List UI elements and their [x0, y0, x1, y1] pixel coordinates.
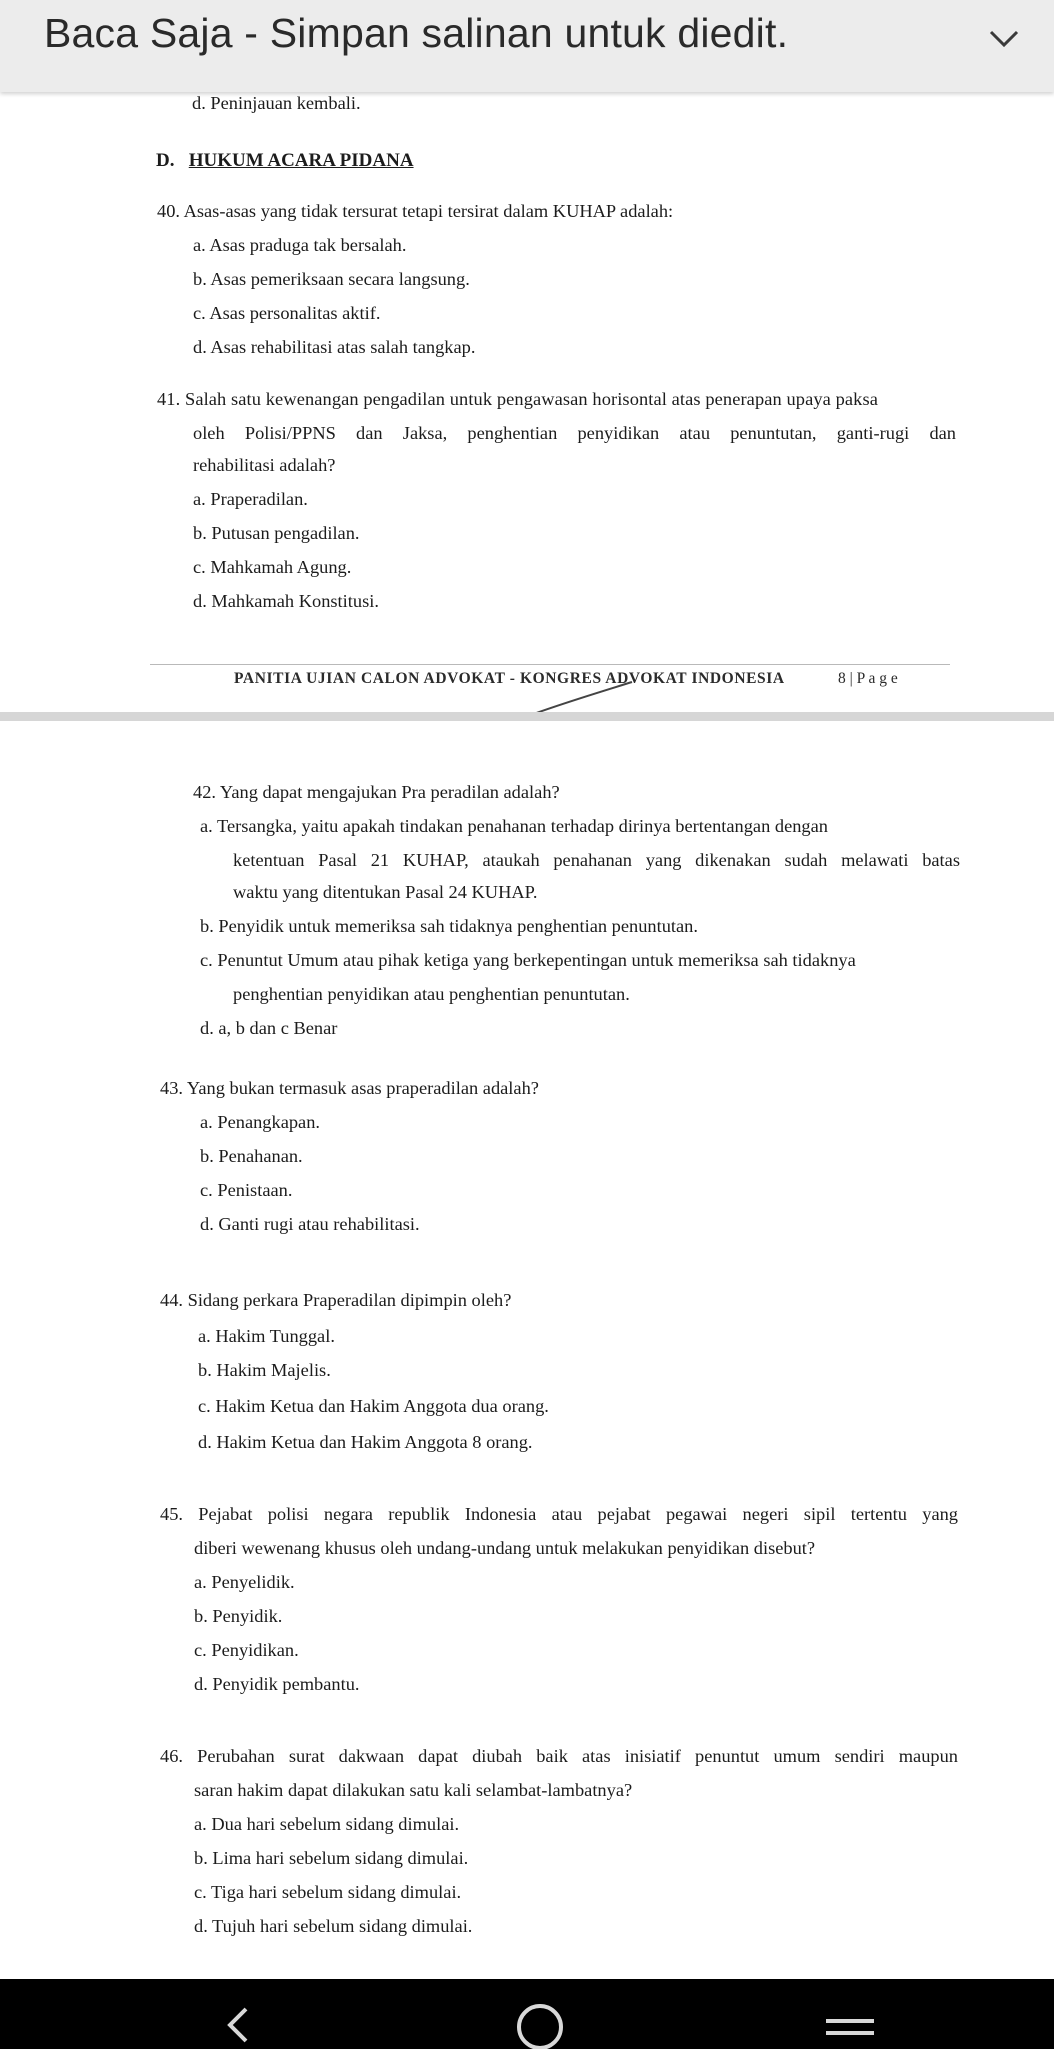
- question-46-line-2: saran hakim dapat dilakukan satu kali selambat-lambatnya?: [194, 1780, 633, 1800]
- option-42a-line-3: waktu yang ditentukan Pasal 24 KUHAP.: [233, 882, 538, 902]
- question-41-line-2: oleh Polisi/PPNS dan Jaksa, penghentian penyidikan atau penuntutan, ganti-rugi dan: [193, 423, 956, 443]
- question-44: 44. Sidang perkara Praperadilan dipimpin oleh?: [160, 1290, 512, 1310]
- option-40a: a. Asas praduga tak bersalah.: [193, 235, 407, 255]
- option-46c: c. Tiga hari sebelum sidang dimulai.: [194, 1882, 462, 1902]
- option-43c: c. Penistaan.: [200, 1180, 293, 1200]
- option-41c: c. Mahkamah Agung.: [193, 557, 352, 577]
- option-40b: b. Asas pemeriksaan secara langsung.: [193, 269, 470, 289]
- question-40: 40. Asas-asas yang tidak tersurat tetapi tersirat dalam KUHAP adalah:: [157, 201, 674, 221]
- option-42d: d. a, b dan c Benar: [200, 1018, 338, 1038]
- option-40d: d. Asas rehabilitasi atas salah tangkap.: [193, 337, 476, 357]
- back-icon[interactable]: [208, 1987, 288, 2049]
- option-44b: b. Hakim Majelis.: [198, 1360, 331, 1380]
- option-45c: c. Penyidikan.: [194, 1640, 299, 1660]
- recent-apps-icon[interactable]: [812, 1987, 892, 2049]
- previous-option-d: d. Peninjauan kembali.: [192, 93, 361, 113]
- footer-rule: [150, 664, 950, 665]
- option-42c-line-2: penghentian penyidikan atau penghentian penuntutan.: [233, 984, 630, 1004]
- top-app-bar: [0, 0, 1054, 92]
- document-page-9: [0, 721, 1054, 1979]
- option-43a: a. Penangkapan.: [200, 1112, 321, 1132]
- question-42: 42. Yang dapat mengajukan Pra peradilan adalah?: [193, 782, 560, 802]
- option-42b: b. Penyidik untuk memeriksa sah tidaknya penghentian penuntutan.: [200, 916, 698, 936]
- option-42a-line-1: a. Tersangka, yaitu apakah tindakan penahanan terhadap dirinya bertentangan dengan: [200, 816, 828, 836]
- option-41b: b. Putusan pengadilan.: [193, 523, 360, 543]
- option-40c: c. Asas personalitas aktif.: [193, 303, 381, 323]
- page-separator: [0, 712, 1054, 721]
- option-44a: a. Hakim Tunggal.: [198, 1326, 335, 1346]
- question-41-line-3: rehabilitasi adalah?: [193, 455, 336, 475]
- home-icon[interactable]: [500, 1987, 580, 2049]
- question-41-line-1: 41. Salah satu kewenangan pengadilan untuk pengawasan horisontal atas penerapan upaya paksa: [157, 389, 878, 409]
- page-footer-number: 8 | P a g e: [838, 670, 898, 687]
- option-41d: d. Mahkamah Konstitusi.: [193, 591, 379, 611]
- question-43: 43. Yang bukan termasuk asas praperadilan adalah?: [160, 1078, 539, 1098]
- option-42a-line-2: ketentuan Pasal 21 KUHAP, ataukah penahanan yang dikenakan sudah melawati batas: [233, 850, 960, 870]
- question-46-line-1: 46. Perubahan surat dakwaan dapat diubah baik atas inisiatif penuntut umum sendiri maupun: [160, 1746, 958, 1766]
- section-heading: [156, 150, 414, 172]
- option-41a: a. Praperadilan.: [193, 489, 308, 509]
- page-footer-text: PANITIA UJIAN CALON ADVOKAT - KONGRES ADVOKAT INDONESIA: [234, 670, 785, 687]
- system-navigation-bar: [0, 1979, 1054, 2049]
- section-title: HUKUM ACARA PIDANA: [188, 150, 414, 171]
- option-45b: b. Penyidik.: [194, 1606, 283, 1626]
- option-45d: d. Penyidik pembantu.: [194, 1674, 360, 1694]
- option-46b: b. Lima hari sebelum sidang dimulai.: [194, 1848, 469, 1868]
- document-page-8: [0, 92, 1054, 712]
- question-45-line-1: 45. Pejabat polisi negara republik Indonesia atau pejabat pegawai negeri sipil tertentu yang: [160, 1504, 958, 1524]
- question-45-line-2: diberi wewenang khusus oleh undang-undang untuk melakukan penyidikan disebut?: [194, 1538, 816, 1558]
- option-43b: b. Penahanan.: [200, 1146, 303, 1166]
- app-bar-title: Baca Saja - Simpan salinan untuk diedit.: [44, 10, 789, 56]
- option-43d: d. Ganti rugi atau rehabilitasi.: [200, 1214, 420, 1234]
- option-42c-line-1: c. Penuntut Umum atau pihak ketiga yang berkepentingan untuk memeriksa sah tidaknya: [200, 950, 856, 970]
- option-44c: c. Hakim Ketua dan Hakim Anggota dua orang.: [198, 1396, 549, 1416]
- option-44d: d. Hakim Ketua dan Hakim Anggota 8 orang.: [198, 1432, 533, 1452]
- chevron-down-icon[interactable]: [986, 20, 1022, 56]
- option-46d: d. Tujuh hari sebelum sidang dimulai.: [194, 1916, 473, 1936]
- option-45a: a. Penyelidik.: [194, 1572, 295, 1592]
- option-46a: a. Dua hari sebelum sidang dimulai.: [194, 1814, 460, 1834]
- section-letter: D.: [156, 150, 175, 171]
